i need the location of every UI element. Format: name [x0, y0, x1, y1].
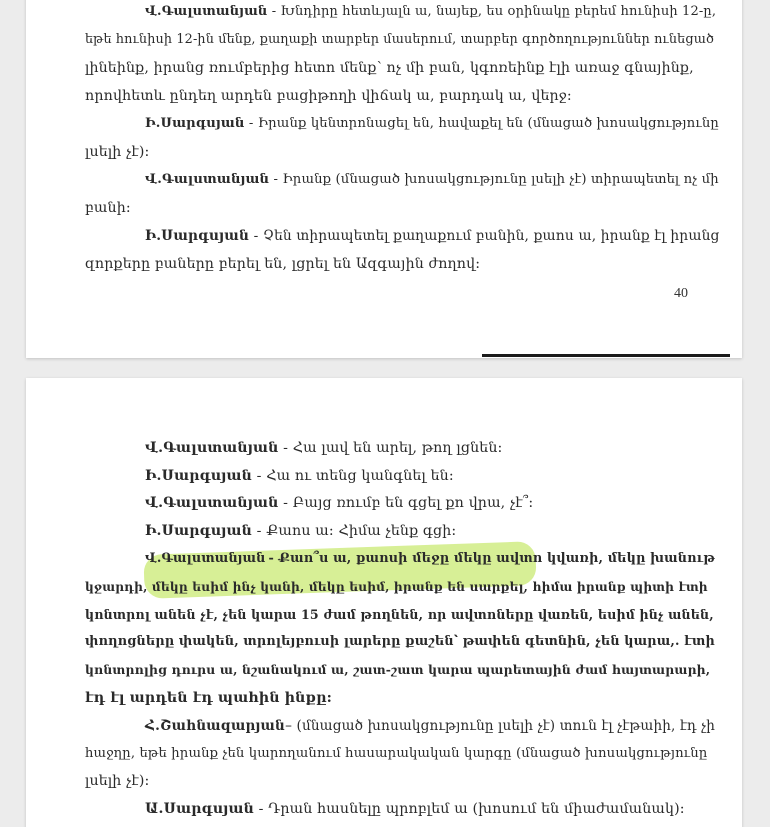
transcript-line [145, 439, 502, 457]
utterance-text: - Քաո՞ս ա, քաոսի մեջը մեկը ավտո կվառի, մեկը խանութ [268, 551, 715, 566]
transcript-line [145, 467, 454, 485]
transcript-line [85, 199, 131, 217]
speaker-name: Ա.Սարգսյան [145, 801, 254, 817]
transcript-line [85, 661, 715, 679]
utterance-text: - Հա լավ են արել, թող լցնեն: [283, 440, 503, 456]
utterance-text: փողոցները փակեն, տրոլեյբուսի լարերը քաշեն՝ թափեն գետնին, չեն կարա,. էտի [85, 634, 715, 649]
transcript-line [145, 115, 719, 133]
transcript-line [145, 227, 720, 245]
utterance-text: զորքերը բաները բերել են, լցրել են Ազգային ժողով: [85, 256, 481, 272]
utterance-text: - Հա ու տենց կանգնել են: [256, 468, 454, 484]
transcript-line [85, 31, 715, 49]
utterance-text: - Դրան հասնելը պրոբլեմ ա (խոսում են միաժամանակ): [258, 801, 685, 817]
transcript-line [145, 494, 533, 512]
speaker-name: Ի.Սարգսյան [145, 468, 252, 484]
utterance-text: բանի: [85, 200, 131, 216]
transcript-line [85, 255, 480, 273]
transcript-line [85, 772, 149, 790]
speaker-name: Ի.Սարգսյան [145, 116, 245, 131]
utterance-text: - Իրանք (մնացած խոսակցությունը լսելի չէ) տիրապետել ոչ մի [273, 172, 719, 187]
utterance-text: – (մնացած խոսակցությունը լսելի չէ) տուն էլ չէթաիի, էդ չի [285, 718, 715, 734]
speaker-name: Վ.Գալստանյան [145, 4, 268, 19]
transcript-line [85, 59, 715, 77]
transcript-line [145, 171, 719, 189]
page-edge-line [482, 354, 730, 357]
transcript-line [145, 550, 715, 568]
utterance-text: - Չեն տիրապետել քաղաքում բանին, քաոս ա, իրանք էլ իրանց [253, 228, 720, 244]
speaker-name: Հ.Շահնազարյան [145, 718, 285, 734]
transcript-line [85, 745, 715, 763]
utterance-text: - Քաոս ա: Հիմա չենք գցի: [256, 523, 457, 539]
utterance-text: - Խնդիրը հետևյալն ա, նայեք, ես օրինակը բերեմ հունիսի 12-ը, [271, 4, 717, 19]
speaker-name: Վ.Գալստանյան [145, 440, 279, 456]
utterance-text: եթե հունիսի 12-ին մենք, քաղաքի տարբեր մասերում, տարբեր գործողություններ ունեցած [85, 32, 715, 47]
transcript-line [85, 689, 332, 707]
utterance-text: էդ էլ արդեն էդ պահին ինքը: [85, 690, 333, 706]
utterance-text: լսելի չէ): [85, 773, 150, 789]
utterance-text: հաջղը, եթե իրանք չեն կարողանում հասարակական կարգը (մնացած խոսակցությունը [85, 746, 708, 761]
utterance-text: լինեինք, իրանց ռումբերից հետո մենք՝ ոչ մի բան, կգոռեինք էլի առաջ գնայինք, [85, 60, 694, 76]
transcript-line [145, 522, 456, 540]
utterance-text: լսելի չէ): [85, 144, 150, 160]
utterance-text: կոնտրոլ անեն չէ, չեն կարա 15 ժամ թողնեն, որ ավտոները վառեն, եսիմ ինչ անեն, [85, 607, 714, 622]
speaker-name: Ի.Սարգսյան [145, 523, 252, 539]
utterance-text: կոնտրոլից դուրս ա, նշանակում ա, շատ-շատ կարա պարետային ժամ հայտարարի, [85, 662, 711, 677]
utterance-text: - Իրանք կենտրոնացել են, հավաքել են (մնացած խոսակցությունը [248, 116, 719, 131]
utterance-text: կջարդի, մեկը եսիմ ինչ կանի, մեկը եսիմ, իրանք են սարքել, հիմա իրանք պիտի էտի [85, 580, 708, 594]
speaker-name: Վ.Գալստանյան [145, 551, 266, 566]
transcript-line [145, 800, 685, 818]
transcript-line [85, 633, 715, 651]
page-number: 40 [674, 286, 688, 301]
transcript-line [85, 143, 149, 161]
transcript-line [145, 3, 716, 21]
utterance-text: - Բայց ռումբ են գցել քո վրա, չէ՞: [283, 495, 534, 511]
speaker-name: Վ.Գալստանյան [145, 172, 270, 187]
speaker-name: Ի.Սարգսյան [145, 228, 250, 244]
speaker-name: Վ.Գալստանյան [145, 495, 279, 511]
document-page-40 [26, 0, 742, 358]
document-page-41 [26, 378, 742, 827]
transcript-line [85, 606, 715, 624]
transcript-line [85, 87, 572, 105]
transcript-line [85, 578, 715, 596]
transcript-line [145, 717, 715, 735]
utterance-text: որովհետև ընդեղ արդեն բացիթողի վիճակ ա, բարդակ ա, վերջ: [85, 88, 572, 104]
